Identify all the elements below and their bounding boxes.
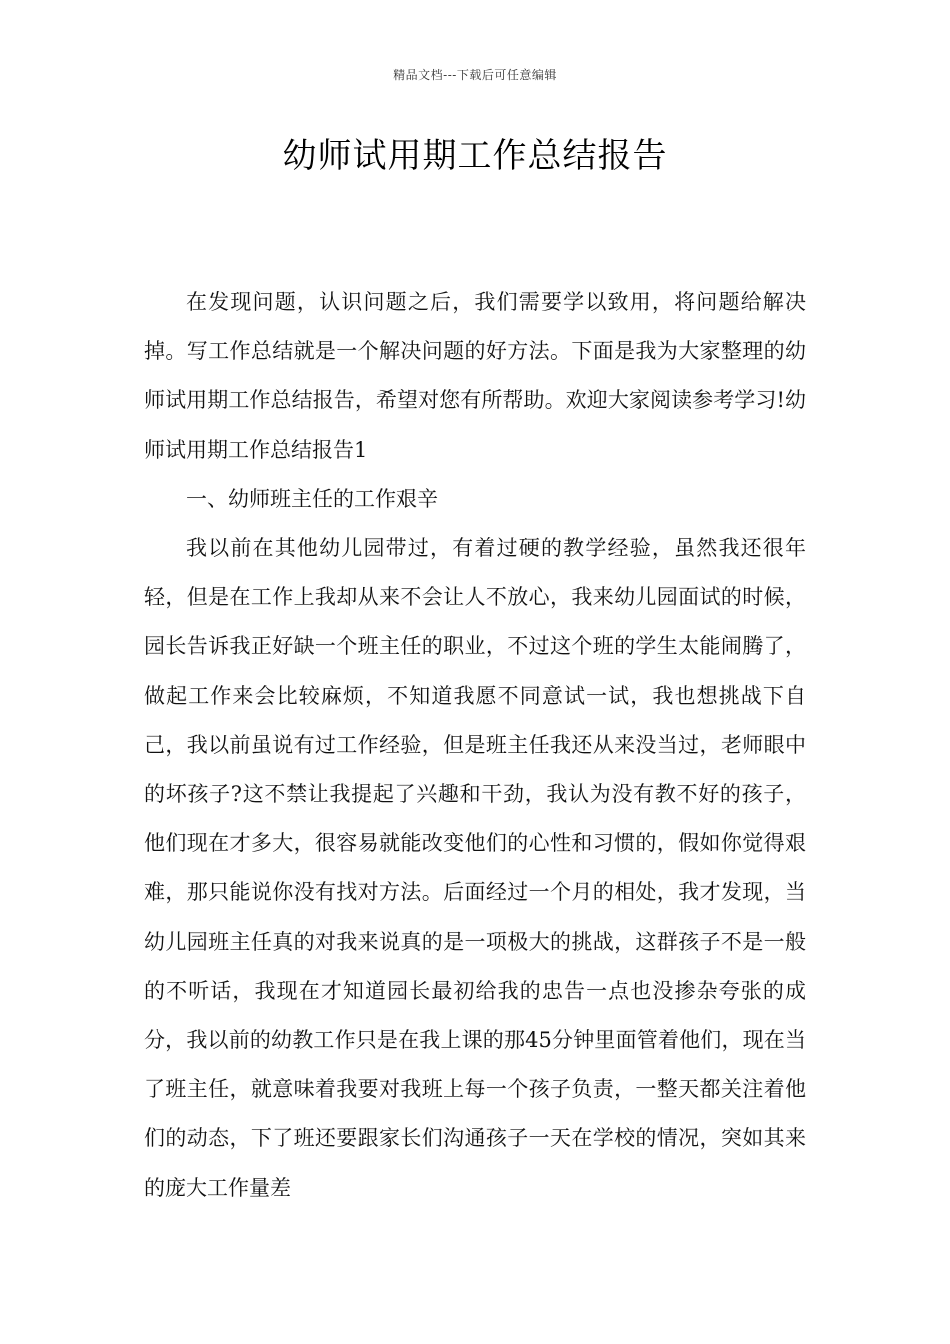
paragraph-body: 我以前在其他幼儿园带过，有着过硬的教学经验，虽然我还很年轻，但是在工作上我却从来不会让人不放心，我来幼儿园面试的时候，园长告诉我正好缺一个班主任的职业，不过这个班的学生太能闹腾了，做起工作来会比较麻烦，不知道我愿不同意试一试，我也想挑战下自己，我以前虽说有过工作经验，但是班主任我还从来没当过，老师眼中的坏孩子?这不禁让我提起了兴趣和干劲，我认为没有教不好的孩子，他们现在才多大，很容易就能改变他们的心性和习惯的，假如你觉得艰难，那只能说你没有找对方法。后面经过一个月的相处，我才发现，当幼儿园班主任真的对我来说真的是一项极大的挑战，这群孩子不是一般的不听话，我现在才知道园长最初给我的忠告一点也没掺杂夸张的成分，我以前的幼教工作只是在我上课的那45分钟里面管着他们，现在当了班主任，就意味着我要对我班上每一个孩子负责，一整天都关注着他们的动态，下了班还要跟家长们沟通孩子一天在学校的情况，突如其来的庞大工作量差 (144, 536, 806, 1200)
paragraph-intro: 在发现问题，认识问题之后，我们需要学以致用，将问题给解决掉。写工作总结就是一个解决问题的好方法。下面是我为大家整理的幼师试用期工作总结报告，希望对您有所帮助。欢迎大家阅读参考学习!幼师试用期工作总结报告1 (144, 290, 806, 462)
document-title: 幼师试用期工作总结报告 (282, 136, 668, 176)
header-note: 精品文档---下载后可任意编辑 (393, 68, 557, 82)
paragraph-section-heading: 一、幼师班主任的工作艰辛 (186, 486, 438, 511)
document-body (144, 278, 806, 1213)
